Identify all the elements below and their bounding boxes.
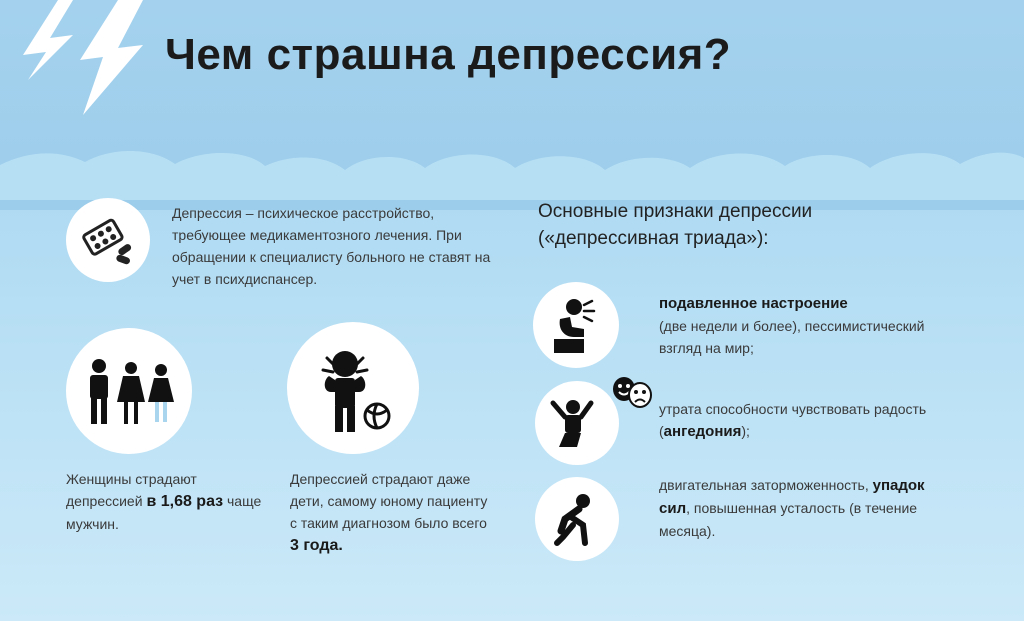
cloud-border: [0, 120, 1024, 200]
sign-1-bold: подавленное настроение: [659, 295, 848, 312]
women-fact-highlight: в 1,68 раз: [146, 493, 224, 510]
sign-3-suffix: , повышенная усталость (в течение месяца).: [659, 500, 918, 539]
women-fact-suffix: чаще мужчин.: [66, 493, 262, 532]
children-fact: [290, 468, 490, 557]
children-fact-prefix: Депрессией страдают даже дети, самому юному пациенту с таким диагнозом было всего: [290, 471, 488, 531]
sign-2-prefix: утрата способности чувствовать радость (: [659, 401, 927, 439]
children-fact-highlight: 3 года.: [290, 537, 343, 554]
sign-3-prefix: двигательная заторможенность,: [659, 477, 873, 493]
sign-3-circle: [535, 477, 619, 561]
sad-person-icon: [544, 293, 608, 357]
sign-2-suffix: );: [741, 423, 750, 439]
intro-text: Депрессия – психическое расстройство, требующее медикаментозного лечения. При обращении к специалисту больного не ставят на учет в психдиспансер.: [172, 205, 491, 287]
sign-2-bold: ангедония: [663, 423, 742, 440]
family-circle: [66, 328, 192, 454]
women-fact-prefix: Женщины страдают депрессией: [66, 471, 197, 509]
sign-1-text: [659, 292, 949, 359]
sign-2-circle: [535, 381, 619, 465]
sign-3-bold: упадок сил: [659, 477, 925, 517]
lightning-icon: [18, 0, 148, 120]
sign-2-text: [659, 398, 949, 443]
theater-masks-icon: [610, 375, 654, 409]
tired-person-icon: [547, 489, 607, 549]
sign-1-desc: (две недели и более), пессимистический взгляд на мир;: [659, 318, 925, 356]
sign-1-circle: [533, 282, 619, 368]
pills-icon: [78, 210, 138, 270]
family-icon: [79, 356, 179, 426]
crying-child-icon: [305, 340, 401, 436]
women-fact: [66, 468, 266, 535]
signs-heading: Основные признаки депрессии («депрессивная триада»):: [538, 201, 813, 249]
pills-circle: [66, 198, 150, 282]
page-title: Чем страшна депрессия?: [165, 30, 732, 79]
kneeling-person-icon: [547, 393, 607, 453]
child-circle: [287, 322, 419, 454]
sign-3-text: [659, 474, 949, 542]
